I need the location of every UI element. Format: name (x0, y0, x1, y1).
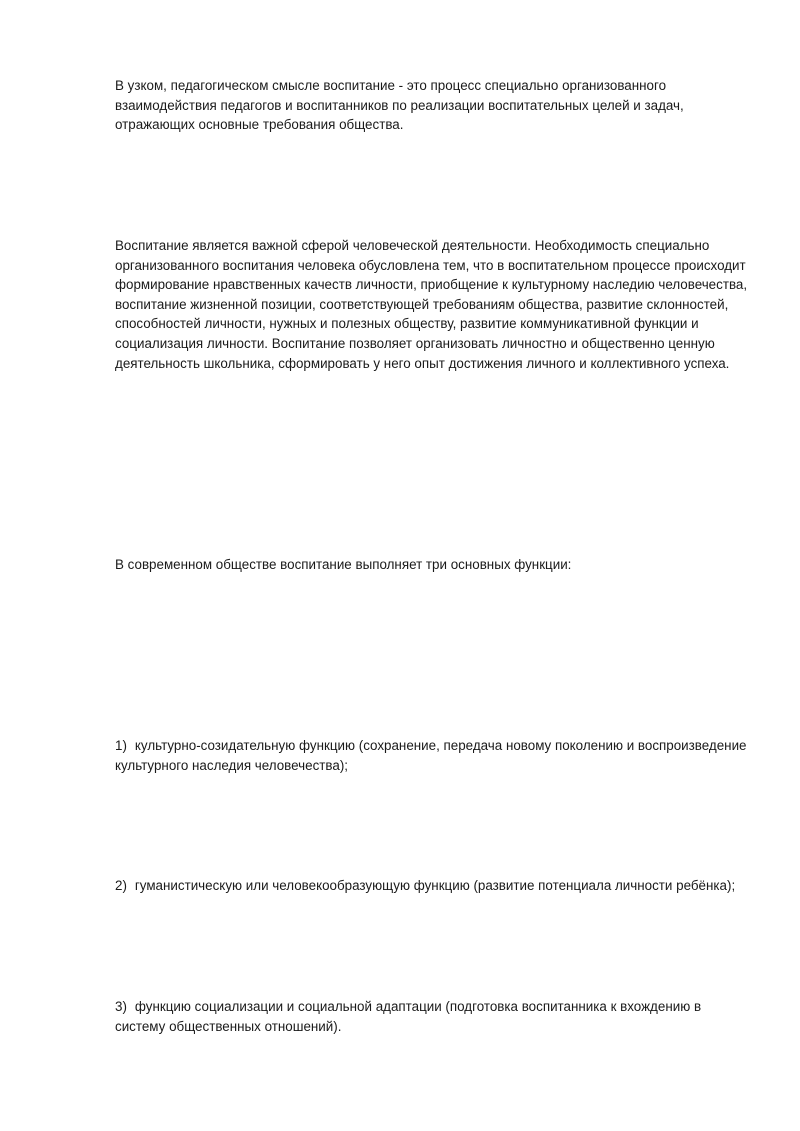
paragraph-importance: Воспитание является важной сферой человеческой деятельности. Необходимость специально организованного воспитания человека обусловлена тем, что в воспитательном процессе происходит формирование нравственных качеств личности, приобщение к культурному наследию человечества, воспитание жизненной позиции, соответствующей требованиям общества, развитие склонностей, способностей личности, нужных и полезных обществу, развитие коммуникативной функции и социализация личности. Воспитание позволяет организовать личностно и общественно ценную деятельность школьника, сформировать у него опыт достижения личного и коллективного успеха. (115, 238, 748, 371)
list-item-number: 1) (115, 738, 127, 753)
list-item (115, 997, 755, 1036)
list-item (115, 736, 755, 775)
list-item-number: 3) (115, 999, 127, 1014)
paragraph-functions-intro: В современном обществе воспитание выполняет три основных функции: (115, 557, 572, 572)
list-item-text: гуманистическую или человекообразующую функцию (развитие потенциала личности ребёнка); (134, 878, 736, 893)
list-item-text: функцию социализации и социальной адаптации (подготовка воспитанника к вхождению в систему общественных отношений). (115, 999, 702, 1034)
list-item-number: 2) (115, 878, 127, 893)
paragraph-definition: В узком, педагогическом смысле воспитание - это процесс специально организованного взаимодействия педагогов и воспитанников по реализации воспитательных целей и задач, отражающих основные требования общества. (115, 78, 684, 133)
list-item-text: культурно-созидательную функцию (сохранение, передача новому поколению и воспроизведение культурного наследия человечества); (115, 738, 747, 773)
list-item (115, 876, 755, 896)
